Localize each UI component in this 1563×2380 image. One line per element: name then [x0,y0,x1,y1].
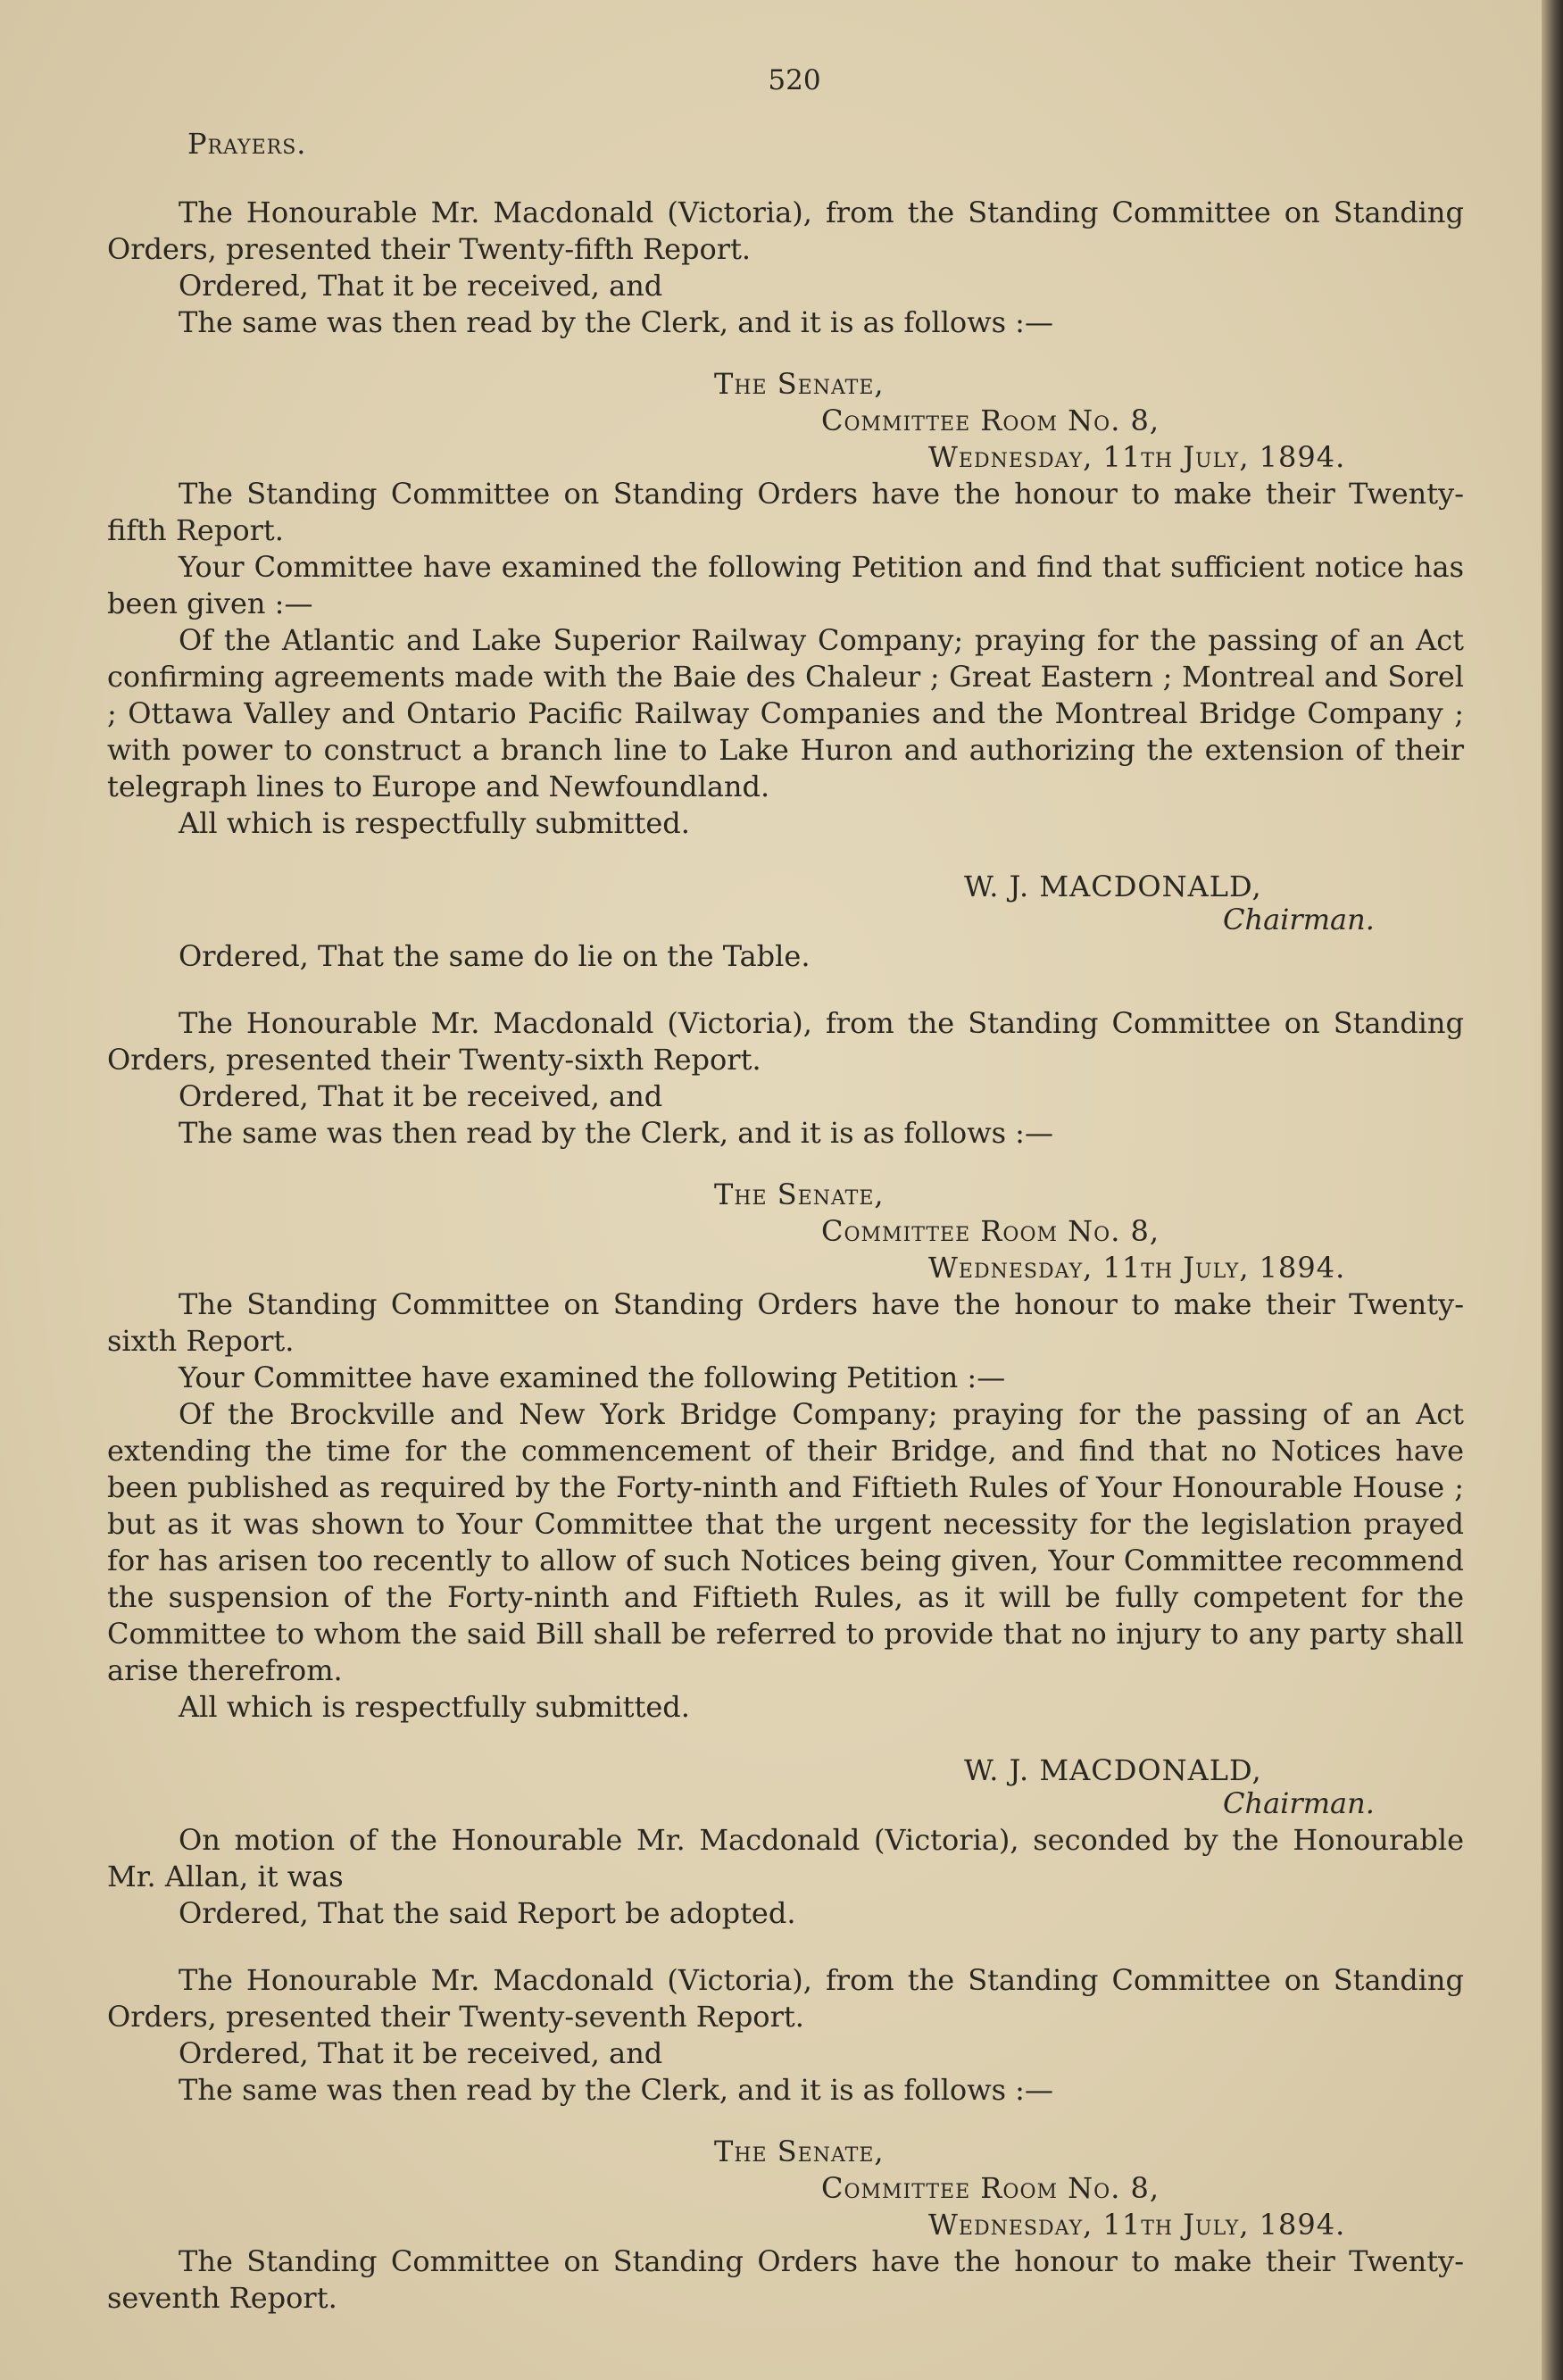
report-intro: The Honourable Mr. Macdonald (Victoria), from the Standing Committee on Standing Orders, presented their Twenty-seventh Report. [107,1963,1464,2034]
report-twenty-fifth [107,195,1464,975]
page-number: 520 [768,64,821,96]
submitted-line: All which is respectfully submitted. [179,1690,690,1724]
report-paragraph: The Standing Committee on Standing Orders have the honour to make their Twenty-seventh Report. [107,2244,1464,2315]
signature-block [107,1752,1464,1822]
motion-paragraph: On motion of the Honourable Mr. Macdonald (Victoria), seconded by the Honourable Mr. Allan, it was [107,1823,1464,1893]
senate-line: The Senate, [714,367,885,401]
senate-header [107,2134,1464,2243]
committee-room-line: Committee Room No. 8, [821,2171,1160,2205]
petition-paragraph: Of the Atlantic and Lake Superior Railway Company; praying for the passing of an Act confirming agreements made with the Baie des Chaleur ; Great Eastern ; Montreal and Sorel ; Ottawa Valley and Ontario Pacific Railway Companies and the Montreal Bridge Company ; with power to construct a branch line to Lake Huron and authorizing the extension of their telegraph lines to Europe and Newfoundland. [107,623,1464,803]
report-intro: The Honourable Mr. Macdonald (Victoria), from the Standing Committee on Standing Orders, presented their Twenty-sixth Report. [107,1006,1464,1077]
report-twenty-sixth [107,1005,1464,1932]
ordered-adopted: Ordered, That the said Report be adopted. [179,1896,796,1930]
report-paragraph: Your Committee have examined the following Petition :— [179,1361,1006,1394]
signature-block [107,869,1464,938]
petition-paragraph: Of the Brockville and New York Bridge Company; praying for the passing of an Act extending the time for the commencement of their Bridge, and find that no Notices have been published as required by the Forty-ninth and Fiftieth Rules of Your Honourable House ; but as it was shown to Your Committee that the urgent necessity for the legislation prayed for has arisen too recently to allow of such Notices being given, Your Committee recommend the suspension of the Forty-ninth and Fiftieth Rules, as it will be fully competent for the Committee to whom the said Bill shall be referred to provide that no injury to any party shall arise therefrom. [107,1397,1464,1687]
report-intro: The Honourable Mr. Macdonald (Victoria), from the Standing Committee on Standing Orders, presented their Twenty-fifth Report. [107,196,1464,266]
ordered-lie-on-table: Ordered, That the same do lie on the Table. [179,939,811,973]
report-paragraph: Your Committee have examined the following Petition and find that sufficient notice has been given :— [107,550,1464,620]
date-line: Wednesday, 11th July, 1894. [928,440,1346,474]
report-twenty-seventh [107,1962,1464,2317]
ordered-received: Ordered, That it be received, and [179,1079,663,1113]
senate-line: The Senate, [714,2135,885,2168]
ordered-received: Ordered, That it be received, and [179,269,663,303]
senate-header [107,1177,1464,1286]
binding-edge [1542,0,1563,2380]
signer-title: Chairman. [1223,903,1375,936]
report-paragraph: The Standing Committee on Standing Orders have the honour to make their Twenty-fifth Report. [107,477,1464,547]
page-content [107,62,1464,2317]
ordered-received: Ordered, That it be received, and [179,2036,663,2070]
signer-title: Chairman. [1223,1786,1375,1820]
read-by-clerk: The same was then read by the Clerk, and it is as follows :— [179,305,1053,339]
senate-line: The Senate, [714,1178,885,1211]
read-by-clerk: The same was then read by the Clerk, and it is as follows :— [179,1116,1053,1150]
committee-room-line: Committee Room No. 8, [821,1214,1160,1248]
report-paragraph: The Standing Committee on Standing Orders have the honour to make their Twenty-sixth Report. [107,1287,1464,1358]
submitted-line: All which is respectfully submitted. [179,806,690,840]
signer-name: W. J. MACDONALD, [964,870,1262,903]
committee-room-line: Committee Room No. 8, [821,404,1160,437]
date-line: Wednesday, 11th July, 1894. [928,1251,1346,1285]
read-by-clerk: The same was then read by the Clerk, and it is as follows :— [179,2073,1053,2107]
senate-header [107,366,1464,476]
date-line: Wednesday, 11th July, 1894. [928,2208,1346,2242]
section-heading: Prayers. [187,127,307,161]
signer-name: W. J. MACDONALD, [964,1753,1262,1787]
